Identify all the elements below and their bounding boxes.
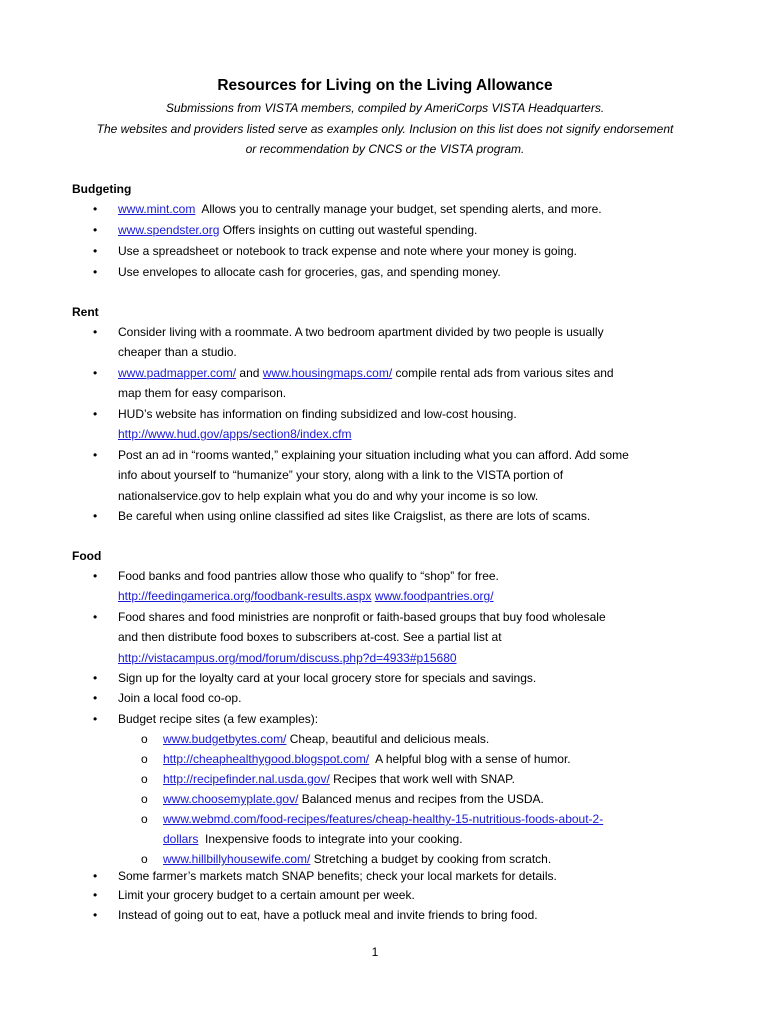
link-hillbillyhousewife[interactable]: www.hillbillyhousewife.com/ xyxy=(163,852,311,866)
list-item: Use envelopes to allocate cash for groceries, gas, and spending money. xyxy=(118,265,501,279)
list-item: Food shares and food ministries are nonprofit or faith-based groups that buy food wholesale and then distribute food boxes to subscribers at-cost. See a partial list at http://vistacampus.org/mod/forum/discuss.php?d=4933#p15680 xyxy=(118,610,606,665)
bullet: • xyxy=(93,448,98,462)
link-webmd-cont[interactable]: dollars xyxy=(163,832,199,847)
list-item: Be careful when using online classified ad sites like Craigslist, as there are lots of scams. xyxy=(118,509,591,523)
sub-bullet: o xyxy=(141,792,148,806)
subtitle-line-1: Submissions from VISTA members, compiled by AmeriCorps VISTA Headquarters. xyxy=(165,101,605,115)
document-title: Resources for Living on the Living Allowance xyxy=(217,77,553,94)
sub-list-item: www.hillbillyhousewife.com/ Stretching a budget by cooking from scratch. xyxy=(163,852,552,866)
section-heading-rent: Rent xyxy=(72,305,99,319)
section-heading-budgeting: Budgeting xyxy=(72,182,132,196)
bullet: • xyxy=(93,244,98,258)
list-item: Use a spreadsheet or notebook to track expense and note where your money is going. xyxy=(118,244,577,258)
subtitle-line-3: or recommendation by CNCS or the VISTA program. xyxy=(245,142,525,156)
sub-bullet: o xyxy=(141,752,148,766)
link-vistacampus[interactable]: http://vistacampus.org/mod/forum/discuss.php?d=4933#p15680 xyxy=(118,650,457,665)
list-item: Budget recipe sites (a few examples): xyxy=(118,712,319,726)
list-item: Limit your grocery budget to a certain amount per week. xyxy=(118,888,415,902)
bullet: • xyxy=(93,671,98,685)
sub-list-item: http://cheaphealthygood.blogspot.com/ A helpful blog with a sense of humor. xyxy=(163,752,571,766)
list-item: Instead of going out to eat, have a potluck meal and invite friends to bring food. xyxy=(118,908,538,922)
sub-bullet: o xyxy=(141,732,148,746)
list-item: www.padmapper.com/ and www.housingmaps.com/ compile rental ads from various sites and map them for easy comparison. xyxy=(118,366,614,401)
sub-bullet: o xyxy=(141,812,148,826)
link-spendster[interactable]: www.spendster.org xyxy=(118,223,220,237)
link-recipefinder[interactable]: http://recipefinder.nal.usda.gov/ xyxy=(163,772,330,786)
sub-bullet: o xyxy=(141,772,148,786)
list-item: Some farmer’s markets match SNAP benefits; check your local markets for details. xyxy=(118,869,557,883)
link-hud[interactable]: http://www.hud.gov/apps/section8/index.cfm xyxy=(118,427,352,442)
bullet: • xyxy=(93,888,98,902)
bullet: • xyxy=(93,407,98,421)
list-item: Food banks and food pantries allow those who qualify to “shop” for free. http://feedingamerica.org/foodbank-results.aspx www.foodpantries.org/ xyxy=(118,569,499,604)
link-choosemyplate[interactable]: www.choosemyplate.gov/ xyxy=(163,792,299,806)
list-item: HUD’s website has information on finding subsidized and low-cost housing. http://www.hud.gov/apps/section8/index.cfm xyxy=(118,407,517,442)
sub-list-item: www.budgetbytes.com/ Cheap, beautiful and delicious meals. xyxy=(163,732,490,746)
bullet: • xyxy=(93,509,98,523)
bullet: • xyxy=(93,366,98,380)
sub-list-item: www.webmd.com/food-recipes/features/cheap-healthy-15-nutritious-foods-about-2- dollars Inexpensive foods to integrate into your cooking. xyxy=(163,812,604,847)
bullet: • xyxy=(93,265,98,279)
bullet: • xyxy=(93,712,98,726)
bullet: • xyxy=(93,691,98,705)
link-cheaphealthygood[interactable]: http://cheaphealthygood.blogspot.com/ xyxy=(163,752,370,766)
link-foodpantries[interactable]: www.foodpantries.org/ xyxy=(374,589,494,604)
link-housingmaps[interactable]: www.housingmaps.com/ xyxy=(262,366,393,380)
link-feedingamerica[interactable]: http://feedingamerica.org/foodbank-results.aspx xyxy=(118,589,372,604)
bullet: • xyxy=(93,325,98,339)
section-heading-food: Food xyxy=(72,549,102,563)
sub-list-item: www.choosemyplate.gov/ Balanced menus and recipes from the USDA. xyxy=(163,792,544,806)
sub-bullet: o xyxy=(141,852,148,866)
list-item: www.spendster.org Offers insights on cutting out wasteful spending. xyxy=(118,223,478,237)
list-item: Sign up for the loyalty card at your local grocery store for specials and savings. xyxy=(118,671,537,685)
link-webmd[interactable]: www.webmd.com/food-recipes/features/cheap-healthy-15-nutritious-foods-about-2- xyxy=(163,812,604,826)
subtitle-line-2: The websites and providers listed serve as examples only. Inclusion on this list does not signify endorsement xyxy=(96,122,674,136)
bullet: • xyxy=(93,202,98,216)
bullet: • xyxy=(93,908,98,922)
list-item: Post an ad in “rooms wanted,” explaining your situation including what you can afford. Add some info about yourself to “humanize” your story, along with a link to the VISTA portion of nationalservice.gov to help explain what you do and why your income is so low. xyxy=(118,448,629,503)
bullet: • xyxy=(93,569,98,583)
list-item: Join a local food co-op. xyxy=(118,691,242,705)
link-padmapper[interactable]: www.padmapper.com/ xyxy=(118,366,237,380)
list-item: www.mint.com Allows you to centrally manage your budget, set spending alerts, and more. xyxy=(118,202,602,216)
link-mint[interactable]: www.mint.com xyxy=(118,202,196,216)
bullet: • xyxy=(93,869,98,883)
bullet: • xyxy=(93,610,98,624)
sub-list-item: http://recipefinder.nal.usda.gov/ Recipes that work well with SNAP. xyxy=(163,772,515,786)
bullet: • xyxy=(93,223,98,237)
link-budgetbytes[interactable]: www.budgetbytes.com/ xyxy=(163,732,287,746)
page-number: 1 xyxy=(371,945,379,959)
list-item: Consider living with a roommate. A two bedroom apartment divided by two people is usually cheaper than a studio. xyxy=(118,325,604,360)
